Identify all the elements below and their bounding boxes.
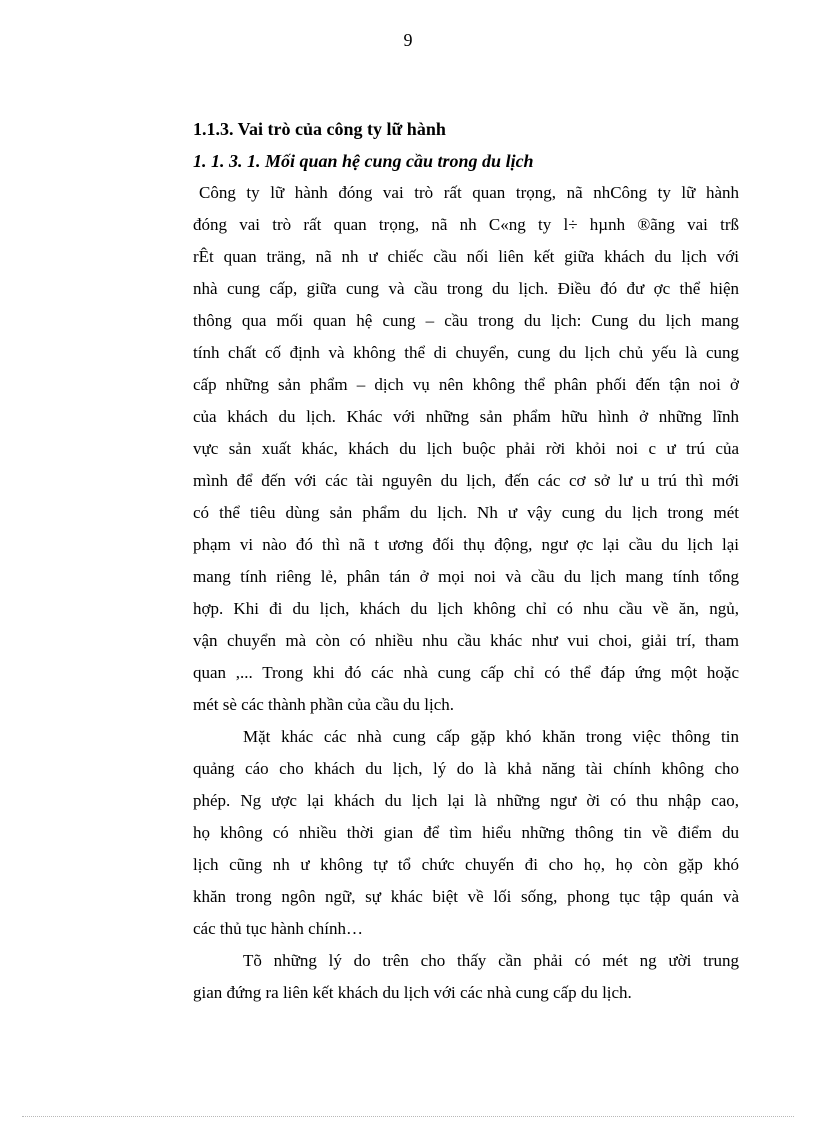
text-line: phép. Ng ược lại khách du lịch lại là những ngư ời có thu nhập cao, <box>193 791 739 810</box>
text-line: Tõ những lý do trên cho thấy cần phải có mét ng ười trung <box>243 951 739 970</box>
text-line: có thể tiêu dùng sản phẩm du lịch. Nh ư vậy cung du lịch trong mét <box>193 503 739 522</box>
text-line: Công ty lữ hành đóng vai trò rất quan trọng, nã nhCông ty lữ hành <box>199 183 739 202</box>
paragraph-1 <box>193 177 739 721</box>
text-line: phạm vi nào đó thì nã t ương đối thụ động, ngư ợc lại cầu du lịch lại <box>193 535 739 554</box>
text-line: nhà cung cấp, giữa cung và cầu trong du lịch. Điều đó đư ợc thể hiện <box>193 279 739 298</box>
text-line: vực sản xuất khác, khách du lịch buộc phải rời khỏi noi c ư trú của <box>193 439 739 458</box>
paragraph-3 <box>193 945 739 1009</box>
section-heading: 1.1.3. Vai trò của công ty lữ hành <box>193 119 446 139</box>
document-body <box>193 113 739 1009</box>
text-line: khăn trong ngôn ngữ, sự khác biệt về lối sống, phong tục tập quán và <box>193 887 739 906</box>
text-line: tính chất cố định và không thể di chuyển, cung du lịch chủ yếu là cung <box>193 343 739 362</box>
paragraph-2 <box>193 721 739 945</box>
text-line: hợp. Khi đi du lịch, khách du lịch không chỉ có nhu cầu về ăn, ngủ, <box>193 599 739 618</box>
text-line: của khách du lịch. Khác với những sản phẩm hữu hình ở những lĩnh <box>193 407 739 426</box>
text-line: Mặt khác các nhà cung cấp gặp khó khăn trong việc thông tin <box>243 727 739 746</box>
text-line: các thủ tục hành chính… <box>193 919 363 938</box>
text-line: thông qua mối quan hệ cung – cầu trong du lịch: Cung du lịch mang <box>193 311 739 330</box>
text-line: mình để đến với các tài nguyên du lịch, đến các cơ sở lư u trú thì mới <box>193 471 739 490</box>
subsection-heading: 1. 1. 3. 1. Mối quan hệ cung cầu trong du lịch <box>193 151 534 171</box>
text-line: quan ,... Trong khi đó các nhà cung cấp chỉ có thể đáp ứng một hoặc <box>193 663 739 682</box>
text-line: mét sè các thành phần của cầu du lịch. <box>193 695 455 714</box>
text-line: rÊt quan träng, nã nh ư chiếc cầu nối liên kết giữa khách du lịch với <box>193 247 739 266</box>
text-line: họ không có nhiều thời gian để tìm hiểu những thông tin về điểm du <box>193 823 739 842</box>
text-line: mang tính riêng lẻ, phân tán ở mọi noi và cầu du lịch mang tính tổng <box>193 567 739 586</box>
text-line: gian đứng ra liên kết khách du lịch với các nhà cung cấp du lịch. <box>193 983 632 1002</box>
text-line: vận chuyển mà còn có nhiều nhu cầu khác như vui choi, giải trí, tham <box>193 631 739 650</box>
text-line: quảng cáo cho khách du lịch, lý do là khả năng tài chính không cho <box>193 759 739 778</box>
text-line: cấp những sản phẩm – dịch vụ nên không thể phân phối đến tận noi ở <box>193 375 739 394</box>
page-number: 9 <box>403 30 413 50</box>
footer-divider <box>22 1116 794 1117</box>
text-line: đóng vai trò rất quan trọng, nã nh C«ng ty l÷ hµnh ®ãng vai trß <box>193 215 739 234</box>
text-line: lịch cũng nh ư không tự tổ chức chuyến đi cho họ, họ còn gặp khó <box>193 855 739 874</box>
